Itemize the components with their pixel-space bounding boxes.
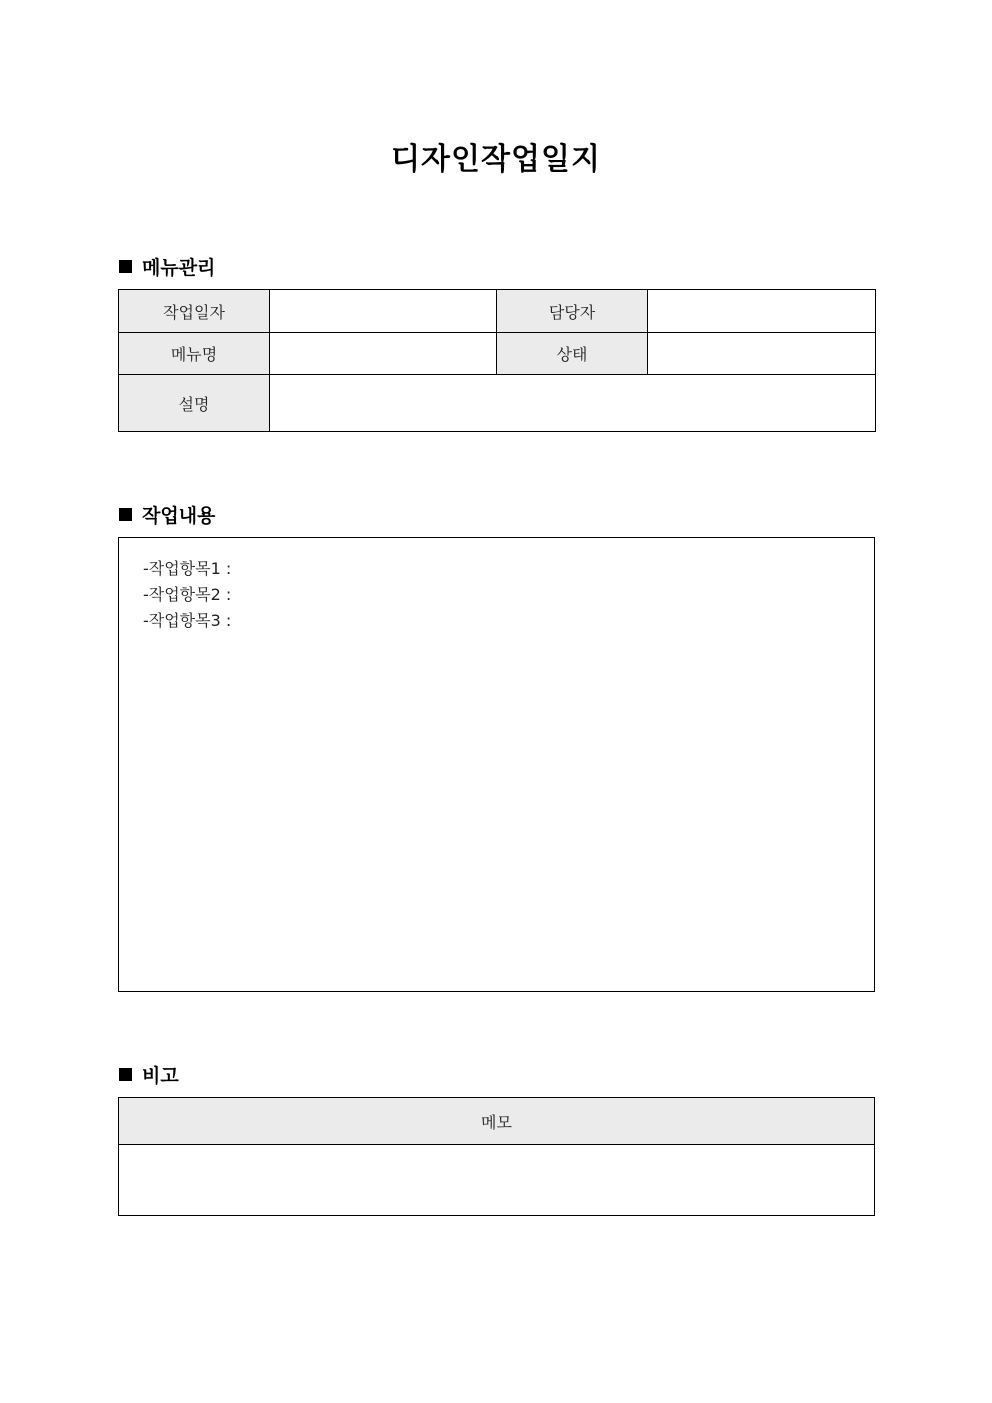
menu-section-title: 메뉴관리	[142, 257, 216, 279]
status-field[interactable]	[648, 333, 876, 375]
table-row	[119, 333, 876, 375]
page-title: 디자인작업일지	[391, 142, 601, 177]
list-item: -작업항목2 :	[143, 585, 232, 604]
table-row	[119, 375, 876, 432]
table-row	[119, 1145, 875, 1216]
description-label: 설명	[119, 375, 270, 432]
remarks-section-title: 비고	[142, 1065, 179, 1087]
assignee-field[interactable]	[648, 290, 876, 333]
description-field[interactable]	[270, 375, 876, 432]
work-item-list	[143, 556, 231, 634]
memo-table	[118, 1097, 875, 1216]
remarks-section-heading	[119, 1061, 179, 1088]
assignee-label: 담당자	[497, 290, 648, 333]
square-bullet-icon	[119, 508, 132, 521]
menu-name-label: 메뉴명	[119, 333, 270, 375]
work-section-title: 작업내용	[142, 505, 216, 527]
work-date-label: 작업일자	[119, 290, 270, 333]
work-content-box[interactable]	[118, 537, 875, 992]
square-bullet-icon	[119, 260, 132, 273]
status-label: 상태	[497, 333, 648, 375]
work-date-field[interactable]	[270, 290, 497, 333]
work-section-heading	[119, 501, 215, 528]
square-bullet-icon	[119, 1068, 132, 1081]
memo-header: 메모	[119, 1098, 875, 1145]
menu-info-table	[118, 289, 876, 432]
table-row	[119, 1098, 875, 1145]
menu-name-field[interactable]	[270, 333, 497, 375]
list-item: -작업항목3 :	[143, 611, 232, 630]
table-row	[119, 290, 876, 333]
menu-section-heading	[119, 253, 215, 280]
memo-field[interactable]	[119, 1145, 875, 1216]
list-item: -작업항목1 :	[143, 559, 232, 578]
